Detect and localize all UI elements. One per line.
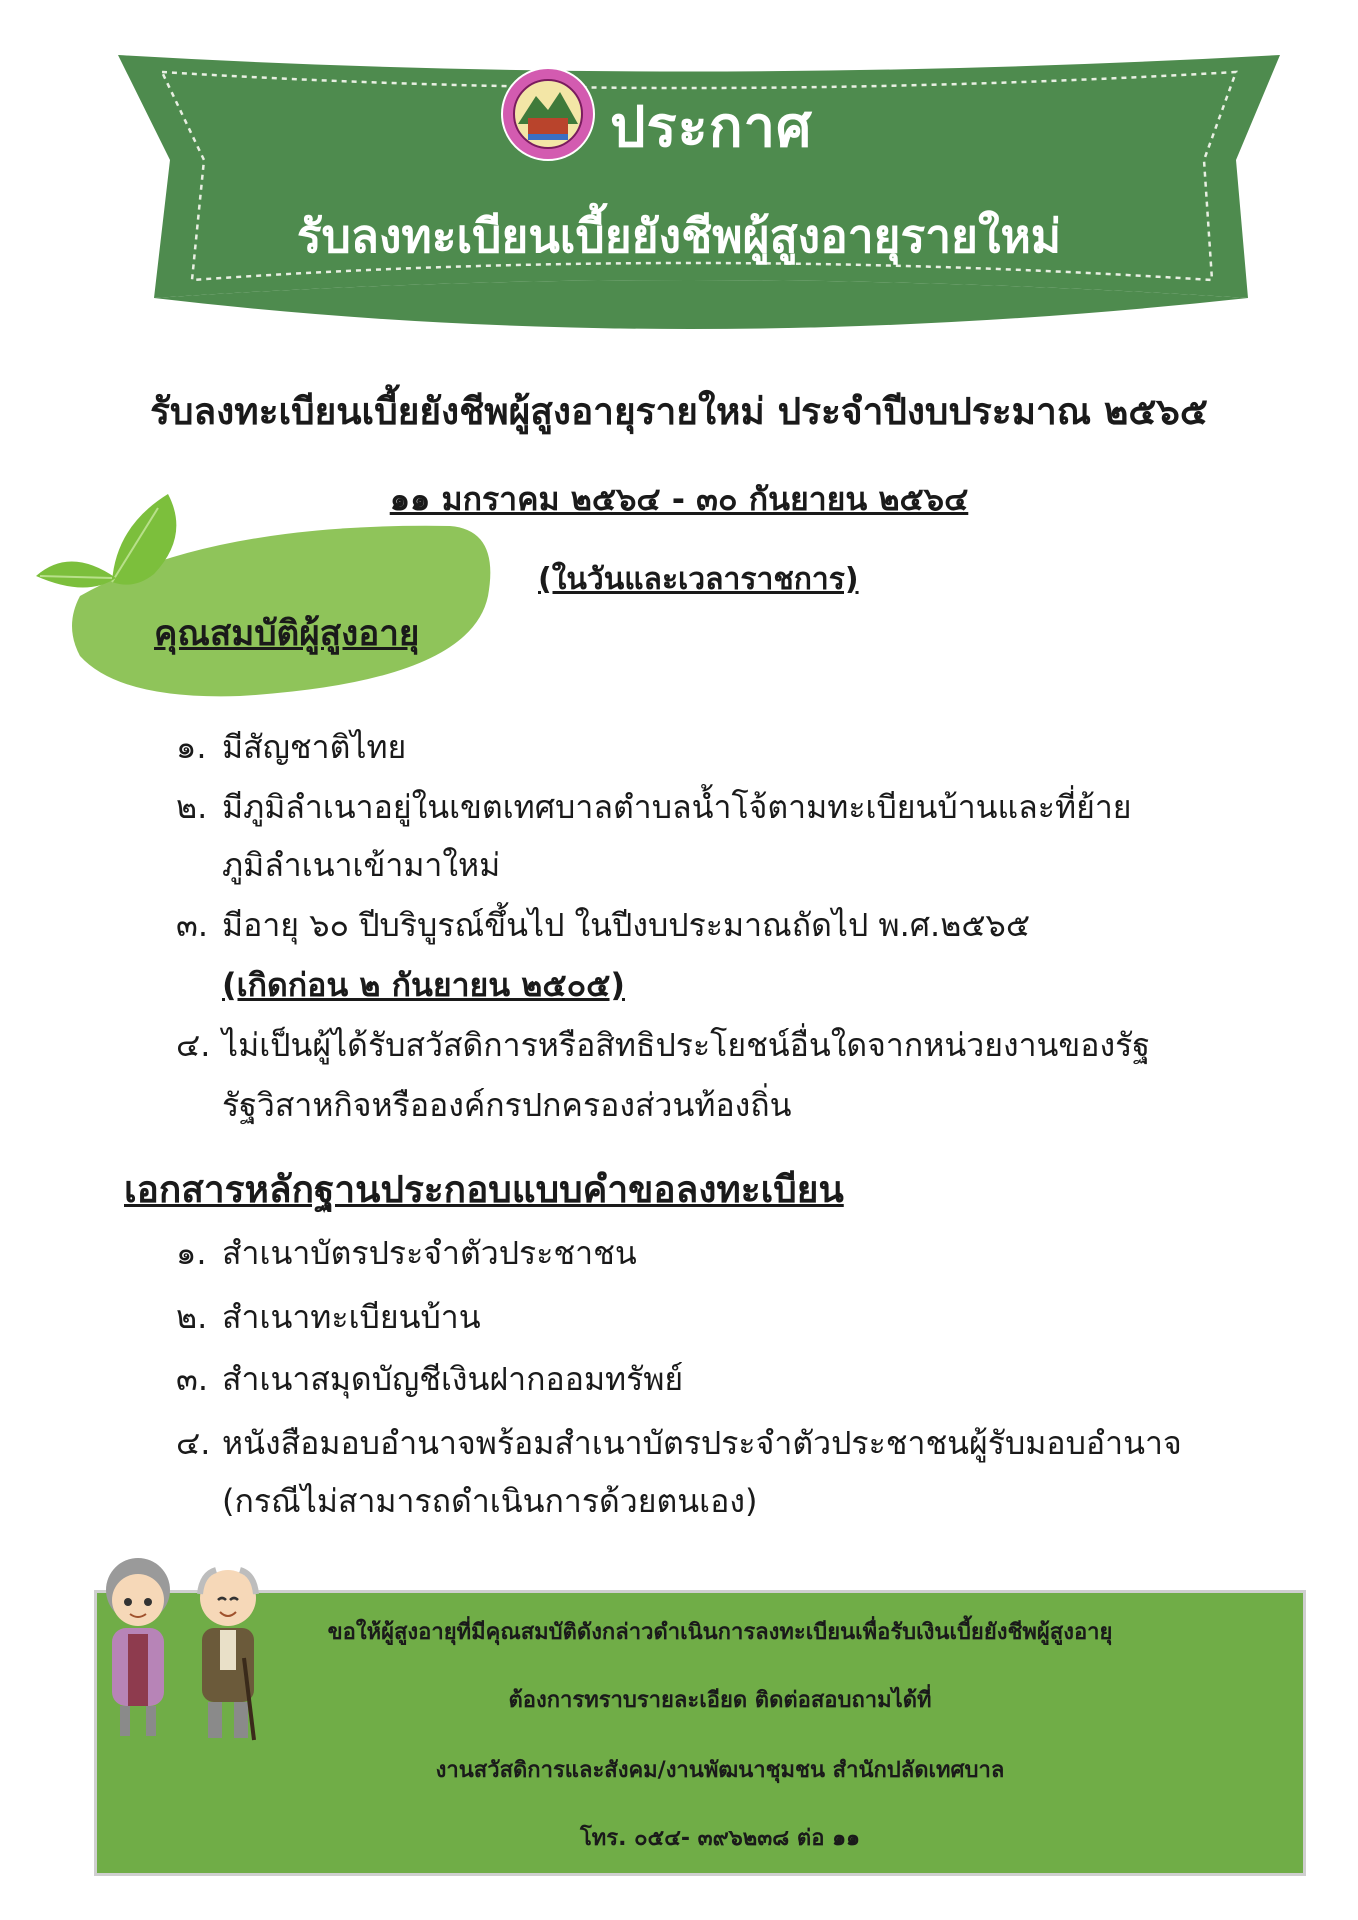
qualification-item-1: ๑. มีสัญชาติไทย bbox=[176, 728, 407, 766]
documents-title: เอกสารหลักฐานประกอบแบบคำขอลงทะเบียน bbox=[124, 1168, 844, 1211]
document-item-2: ๒. สำเนาทะเบียนบ้าน bbox=[176, 1298, 481, 1336]
qualification-item-2-cont: ภูมิลำเนาเข้ามาใหม่ bbox=[222, 846, 501, 884]
qualification-item-3-cont: (เกิดก่อน ๒ กันยายน ๒๕๐๕) bbox=[222, 966, 625, 1004]
notice-line-3: งานสวัสดิการและสังคม/งานพัฒนาชุมชน สำนักปลัดเทศบาล bbox=[435, 1758, 1005, 1783]
notice-line-1: ขอให้ผู้สูงอายุที่มีคุณสมบัติดังกล่าวดำเนินการลงทะเบียนเพื่อรับเงินเบี้ยยังชีพผู้สูงอายุ bbox=[327, 1620, 1113, 1645]
document-item-3: ๓. สำเนาสมุดบัญชีเงินฝากออมทรัพย์ bbox=[176, 1360, 684, 1398]
document-item-4: ๔. หนังสือมอบอำนาจพร้อมสำเนาบัตรประจำตัวประชาชนผู้รับมอบอำนาจ bbox=[176, 1424, 1182, 1462]
notice-line-4: โทร. ๐๕๔- ๓๙๖๒๓๘ ต่อ ๑๑ bbox=[579, 1826, 861, 1851]
qualification-item-4: ๔. ไม่เป็นผู้ได้รับสวัสดิการหรือสิทธิประโยชน์อื่นใดจากหน่วยงานของรัฐ bbox=[176, 1026, 1150, 1064]
office-hours-note: (ในวันและเวลาราชการ) bbox=[538, 562, 859, 597]
qualifications-title: คุณสมบัติผู้สูงอายุ bbox=[154, 614, 420, 654]
qualification-item-4-cont: รัฐวิสาหกิจหรือองค์กรปกครองส่วนท้องถิ่น bbox=[222, 1086, 792, 1124]
leaf-decoration-icon bbox=[30, 486, 510, 716]
notice-line-2: ต้องการทราบรายละเอียด ติดต่อสอบถามได้ที่ bbox=[508, 1688, 932, 1713]
qualification-item-2: ๒. มีภูมิลำเนาอยู่ในเขตเทศบาลตำบลน้ำโจ้ตามทะเบียนบ้านและที่ย้าย bbox=[176, 788, 1132, 826]
banner-ribbon bbox=[0, 0, 1358, 360]
qualification-item-3: ๓. มีอายุ ๖๐ ปีบริบูรณ์ขึ้นไป ในปีงบประมาณถัดไป พ.ศ.๒๕๖๕ bbox=[176, 906, 1031, 944]
banner-subtitle: รับลงทะเบียนเบี้ยยังชีพผู้สูงอายุรายใหม่ bbox=[296, 209, 1062, 263]
municipal-seal-icon bbox=[500, 66, 596, 162]
registration-date-range: ๑๑ มกราคม ๒๕๖๔ - ๓๐ กันยายน ๒๕๖๔ bbox=[389, 480, 969, 518]
banner-title: ประกาศ bbox=[610, 95, 813, 160]
document-item-1: ๑. สำเนาบัตรประจำตัวประชาชน bbox=[176, 1234, 637, 1272]
document-item-4-cont: (กรณีไม่สามารถดำเนินการด้วยตนเอง) bbox=[222, 1482, 758, 1520]
page-heading: รับลงทะเบียนเบี้ยยังชีพผู้สูงอายุรายใหม่ ประจำปีงบประมาณ ๒๕๖๕ bbox=[150, 390, 1208, 433]
